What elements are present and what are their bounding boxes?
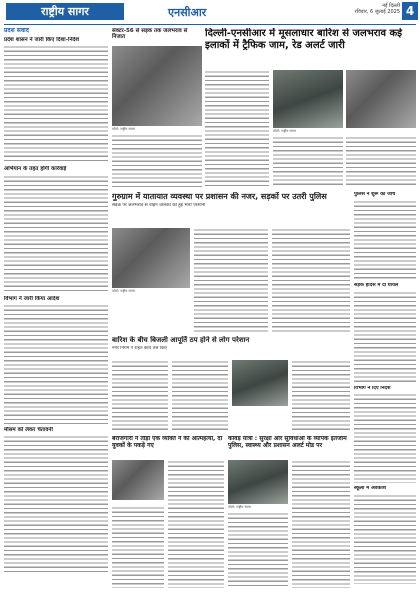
lower-body-3 — [292, 360, 350, 432]
right-body-4 — [354, 494, 416, 584]
left-column — [4, 28, 108, 588]
bottom-left-body-2 — [112, 506, 164, 588]
lead-body-col-1 — [205, 70, 269, 188]
lower-subhead: नगर निगम ने राहत कार्य तेज किए — [112, 346, 168, 352]
section-title: एनसीआर — [168, 6, 207, 19]
masthead-rule — [4, 24, 416, 25]
bottom-left-photo — [112, 460, 164, 500]
lower-body-1 — [112, 360, 168, 432]
story-top-left-caption: फोटो: राष्ट्रीय सागर — [112, 127, 135, 131]
page-number: 4 — [402, 2, 418, 20]
lead-photo-caption: फोटो: राष्ट्रीय सागर — [273, 129, 296, 133]
mid-headline: गुरुग्राम में यातायात व्यवस्था पर प्रशासन की नजर, सड़कों पर उतरी पुलिस — [112, 192, 327, 201]
left-body-1 — [4, 45, 108, 163]
brand-logo: राष्ट्रीय सागर — [6, 3, 124, 20]
left-headline-1: प्रदेश शासन ने जारी किए दिशा-निर्देश — [4, 36, 80, 43]
mid-body-2 — [272, 228, 350, 332]
mid-photo — [112, 228, 190, 288]
story-top-left-body — [112, 134, 202, 188]
lower-body-2 — [172, 360, 228, 432]
right-body-3 — [354, 393, 416, 483]
lower-photo — [232, 360, 288, 406]
left-body-4 — [4, 435, 108, 575]
bottom-left-body-1 — [168, 460, 224, 588]
right-headline-2: सड़क हादसे में दो घायल — [354, 282, 399, 288]
mid-story — [112, 192, 350, 332]
left-headline-3: विभाग ने जारी किया आदेश — [4, 295, 60, 302]
story-top-left-headline: सेक्टर-56 से सड़क तक जलभराव से निजात — [112, 28, 188, 41]
left-headline-4: मौसम को लेकर चेतावनी — [4, 426, 53, 433]
lead-headline: दिल्ली-एनसीआर में मूसलाधार बारिश से जलभराव कई इलाकों में ट्रैफिक जाम, रेड अलर्ट जारी — [205, 28, 403, 51]
lead-body-col-2 — [273, 136, 343, 188]
left-body-2 — [4, 175, 108, 293]
right-body-1 — [354, 200, 416, 280]
lead-photo-2 — [346, 70, 416, 128]
left-body-3 — [4, 304, 108, 424]
masthead — [0, 0, 420, 24]
date-line: नई दिल्ली रविवार, 6 जुलाई 2025 — [354, 3, 400, 15]
left-kicker: प्रदेश संवाद — [4, 28, 29, 34]
bottom-right-body-2 — [292, 460, 350, 588]
bottom-left-headline: बेरोजगारी ने तोड़ा एक व्यक्ति ने की आत्महत्या, दो युवकों के पकड़े गए — [112, 436, 223, 449]
bottom-right-body-1 — [228, 512, 288, 588]
mid-subhead: सड़क पर जलभराव से वाहन चालकों को हुई भारी परेशानी — [112, 203, 206, 209]
mid-body-1 — [194, 228, 268, 332]
lead-body-col-3 — [346, 136, 416, 188]
mid-photo-caption: फोटो: राष्ट्रीय सागर — [112, 289, 135, 293]
right-headline-1: पुलिस ने शुरू की जांच — [354, 192, 396, 197]
right-body-2 — [354, 291, 416, 383]
lead-photo-1 — [273, 70, 343, 128]
bottom-right-headline: कांवड़ यात्रा : सुरक्षा और सुविधाओं के व्यापक इंतजाम पुलिस, स्वास्थ्य और प्रशासन अलर्ट मोड पर — [228, 436, 347, 449]
left-headline-2: अभियान के तहत होगी कार्रवाई — [4, 166, 67, 173]
story-top-left-photo — [112, 46, 202, 126]
bottom-right-caption: फोटो: राष्ट्रीय सागर — [228, 505, 251, 509]
bottom-right-photo — [228, 460, 288, 504]
lead-story — [205, 28, 416, 188]
right-column — [354, 192, 416, 588]
lower-headline: बारिश के बीच बिजली आपूर्ति ठप होने से लोग परेशान — [112, 336, 250, 344]
right-headline-3: विभाग ने दिए निर्देश — [354, 385, 391, 391]
bottom-right-story — [228, 436, 350, 588]
story-top-left — [112, 28, 202, 188]
bottom-left-story — [112, 436, 224, 588]
lower-story — [112, 336, 350, 432]
right-headline-4: स्कूलों में अवकाश — [354, 486, 387, 492]
